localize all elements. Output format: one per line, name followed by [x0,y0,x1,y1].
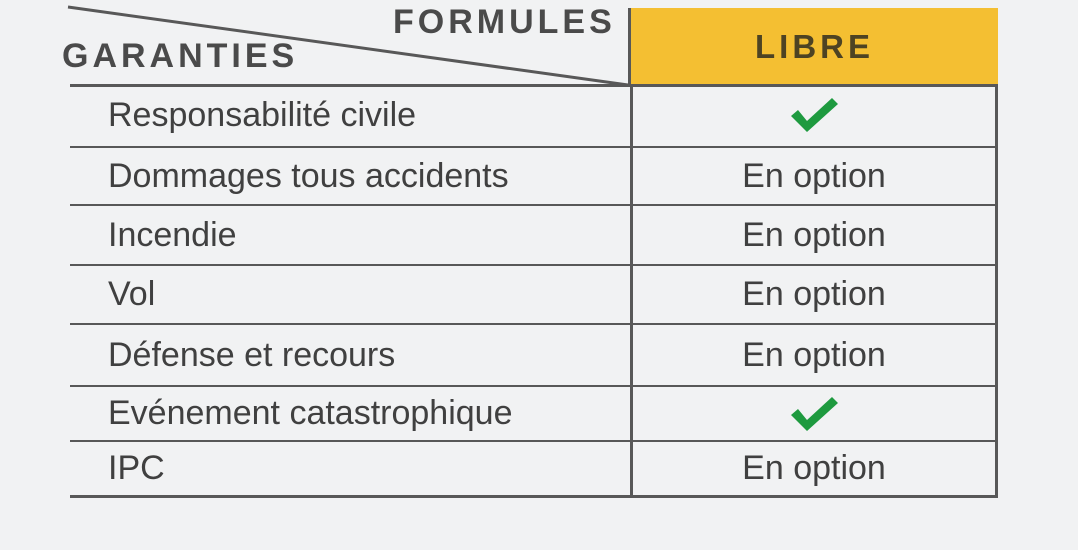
check-icon [788,394,840,434]
column-divider [628,8,631,86]
guarantee-label: IPC [108,449,165,487]
check-icon [788,95,840,135]
guarantee-value: En option [630,206,998,264]
guarantee-value: En option [630,266,998,323]
table-row [70,206,998,266]
guarantee-value: En option [630,442,998,495]
guarantee-label: Défense et recours [108,335,396,374]
garanties-label: GARANTIES [62,37,299,75]
plan-header-libre: LIBRE [631,8,998,85]
table-row [70,325,998,387]
guarantee-label: Incendie [108,215,237,254]
table-row [70,84,998,148]
guarantee-label: Dommages tous accidents [108,156,509,195]
guarantee-value: En option [630,148,998,204]
table-row [70,266,998,325]
table-row [70,148,998,206]
table-header [0,0,1078,90]
guarantee-label: Responsabilité civile [108,95,417,134]
guarantee-value [630,387,998,440]
guarantee-label: Vol [108,275,156,313]
guarantee-value: En option [630,325,998,385]
table-row [70,442,998,498]
guarantees-table [70,84,998,498]
table-row [70,387,998,442]
formules-label: FORMULES [393,3,616,41]
guarantee-label: Evénement catastrophique [108,394,513,432]
guarantee-value [630,84,998,146]
